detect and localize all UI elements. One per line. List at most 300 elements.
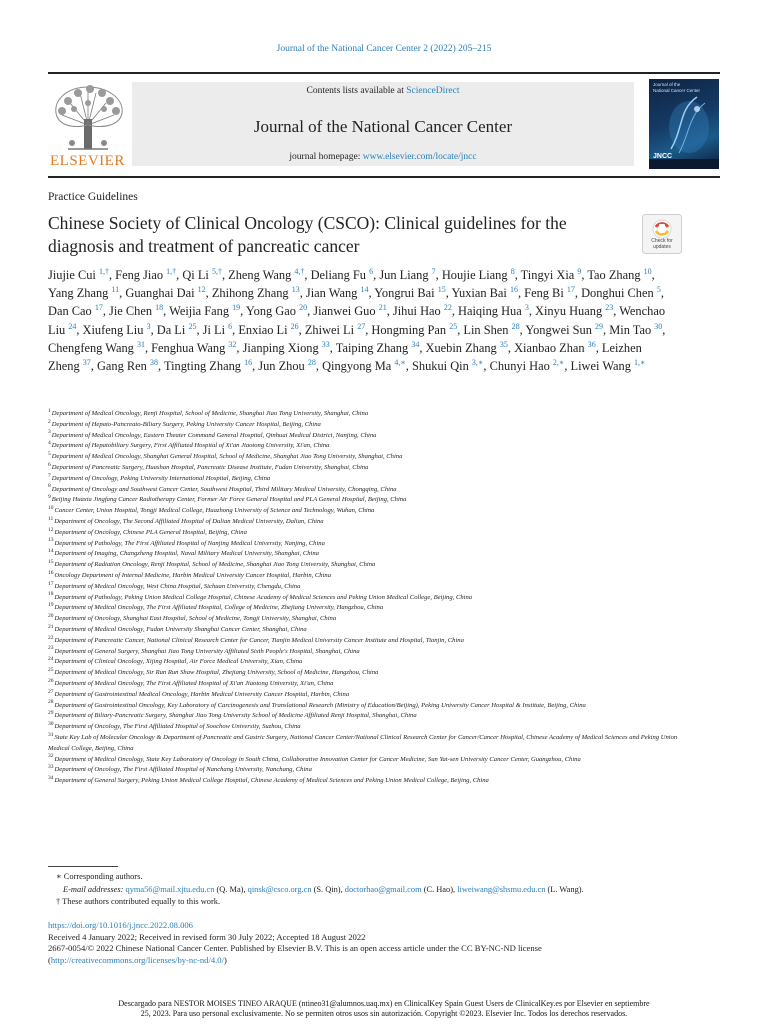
affiliation-text: Department of Gastrointestinal Medical Oncology, Harbin Medical University Cancer Hospital, Harbin, China bbox=[54, 690, 350, 698]
author-name[interactable]: Yong Gao bbox=[245, 304, 296, 319]
affiliation-number: 6 bbox=[48, 461, 51, 468]
affiliation-number: 18 bbox=[48, 591, 54, 598]
author-entry[interactable] bbox=[442, 268, 515, 282]
author-affiliation-marker[interactable]: 3 bbox=[524, 303, 529, 313]
author-name[interactable]: Tao Zhang bbox=[587, 268, 641, 282]
affiliation-text: Department of Medical Oncology, Sir Run Run Shaw Hospital, Zhejiang University, School of Medicine, Hangzhou, China bbox=[54, 669, 379, 677]
author-affiliation-marker[interactable]: 13 bbox=[291, 285, 300, 295]
author-entry[interactable] bbox=[164, 359, 252, 373]
affiliation-text: Department of General Surgery, Peking Union Medical College Hospital, Chinese Academy of Medical Sciences and Peking Union Medical College, Beijing, China bbox=[54, 777, 489, 785]
affiliation-text: Department of Medical Oncology, The First Affiliated Hospital of Xi'an Jiaotong University, Xi'an, China bbox=[54, 679, 334, 687]
badge-label bbox=[642, 239, 682, 250]
affiliation-item bbox=[48, 733, 688, 755]
license-link[interactable]: http://creativecommons.org/licenses/by-nc-nd/4.0/ bbox=[50, 954, 224, 965]
author-entry[interactable] bbox=[182, 268, 222, 282]
author-entry[interactable] bbox=[535, 304, 613, 318]
author-entry[interactable] bbox=[115, 268, 176, 282]
license-close: ) bbox=[223, 954, 227, 965]
affiliation-text: Department of Imaging, Changzheng Hospital, Naval Military Medical University, Shanghai, China bbox=[54, 550, 319, 558]
author-name[interactable]: Jian Wang bbox=[305, 286, 358, 301]
author-entry[interactable] bbox=[125, 286, 205, 300]
author-entry[interactable] bbox=[243, 341, 330, 355]
author-affiliation-marker[interactable]: 17 bbox=[94, 303, 103, 313]
author-entry[interactable] bbox=[521, 268, 582, 282]
email-link[interactable]: doctorhao@gmail.com bbox=[344, 884, 422, 894]
author-name[interactable]: Qingyong Ma bbox=[322, 359, 392, 374]
affiliation-text: Department of Radiation Oncology, Renji Hospital, School of Medicine, Shanghai Jiao Tong University, Shanghai, China bbox=[54, 561, 376, 569]
author-entry[interactable] bbox=[412, 359, 483, 373]
author-affiliation-marker[interactable]: 4,† bbox=[294, 266, 305, 276]
affiliation-text: Department of Hepato-Pancreato-Biliary Surgery, Peking University Cancer Hospital, Beijing, China bbox=[51, 420, 321, 428]
author-affiliation-marker[interactable]: 36 bbox=[587, 339, 596, 349]
journal-header bbox=[48, 79, 720, 171]
sciencedirect-link[interactable]: ScienceDirect bbox=[406, 86, 460, 96]
affiliation-text: Department of Oncology, Shanghai East Hospital, School of Medicine, Tongji University, Shanghai, China bbox=[54, 615, 337, 623]
affiliation-number: 2 bbox=[48, 418, 51, 425]
author-affiliation-marker[interactable]: 16 bbox=[509, 285, 518, 295]
author-name[interactable]: Xianbao Zhan bbox=[514, 340, 585, 355]
affiliation-text: Cancer Center, Union Hospital, Tongji Medical College, Huazhong University of Science and Technology, Wuhan, China bbox=[54, 507, 375, 515]
affiliation-item bbox=[48, 571, 688, 582]
license-line bbox=[48, 955, 718, 967]
affiliation-item bbox=[48, 409, 688, 420]
affiliation-item bbox=[48, 636, 688, 647]
affiliation-item bbox=[48, 549, 688, 560]
top-rule bbox=[48, 72, 720, 74]
affiliation-item bbox=[48, 755, 688, 766]
affiliation-number: 15 bbox=[48, 558, 54, 565]
author-name[interactable]: Jun Liang bbox=[379, 268, 429, 282]
affiliation-item bbox=[48, 701, 688, 712]
author-affiliation-marker[interactable]: 3,∗ bbox=[471, 357, 484, 367]
affiliation-number: 30 bbox=[48, 720, 54, 727]
equal-marker: † bbox=[56, 897, 61, 906]
badge-line1: Check for bbox=[651, 238, 673, 244]
contents-prefix: Contents lists available at bbox=[306, 86, 407, 96]
author-affiliation-marker[interactable]: 5,† bbox=[211, 266, 222, 276]
author-name[interactable]: Liwei Wang bbox=[570, 359, 631, 374]
affiliation-text: Department of Pathology, Peking Union Medical College Hospital, Chinese Academy of Medical Sciences and Peking Union Medical College, Beijing, China bbox=[54, 593, 473, 601]
affiliation-number: 16 bbox=[48, 569, 54, 576]
footnotes bbox=[56, 871, 716, 909]
copyright-line: 2667-0054/© 2022 Chinese National Cancer Center. Published by Elsevier B.V. This is an open access article under the CC BY-NC-ND license bbox=[48, 943, 542, 954]
author-entry[interactable] bbox=[524, 286, 575, 300]
author-name[interactable]: Jun Zhou bbox=[258, 359, 305, 374]
author-affiliation-marker[interactable]: 28 bbox=[307, 357, 316, 367]
author-entry[interactable] bbox=[490, 359, 565, 373]
author-affiliation-marker[interactable]: 29 bbox=[595, 321, 604, 331]
author-entry[interactable] bbox=[228, 268, 304, 282]
affiliation-text: Department of Oncology and Southwest Cancer Center, Southwest Hospital, Third Military Medical University, Chongqing, China bbox=[51, 485, 397, 493]
author-affiliation-marker[interactable]: 19 bbox=[232, 303, 241, 313]
affiliation-item bbox=[48, 668, 688, 679]
author-name[interactable]: Yuxian Bai bbox=[451, 286, 507, 301]
affiliation-number: 9 bbox=[48, 494, 51, 501]
author-affiliation-marker[interactable]: 14 bbox=[360, 285, 369, 295]
affiliation-text: Department of Medical Oncology, State Key Laboratory of Oncology in South China, Collaborative Innovation Center for Cancer Medicine, Sun Yat-sen University Cancer Center, Guangzhou, China bbox=[54, 755, 581, 763]
author-affiliation-marker[interactable]: 1,∗ bbox=[634, 357, 646, 367]
author-affiliation-marker[interactable]: 8 bbox=[510, 266, 515, 276]
affiliation-number: 26 bbox=[48, 677, 54, 684]
affiliation-item bbox=[48, 560, 688, 571]
affiliation-item bbox=[48, 539, 688, 550]
author-name[interactable]: Chunyi Hao bbox=[489, 359, 550, 374]
affiliation-text: Department of Medical Oncology, West China Hospital, Sichuan University, Chengdu, China bbox=[54, 582, 301, 590]
author-affiliation-marker[interactable]: 30 bbox=[654, 321, 663, 331]
author-name[interactable]: Taiping Zhang bbox=[335, 340, 409, 355]
author-entry[interactable] bbox=[458, 304, 529, 318]
author-entry[interactable] bbox=[426, 341, 508, 355]
affiliation-item bbox=[48, 647, 688, 658]
affiliation-text: Department of Oncology, The Second Affiliated Hospital of Dalian Medical University, Dalian, China bbox=[54, 517, 324, 525]
author-entry[interactable] bbox=[525, 323, 603, 337]
author-affiliation-marker[interactable]: 28 bbox=[511, 321, 520, 331]
email-owner: (S. Qin), bbox=[313, 884, 343, 894]
affiliation-text: Oncology Department of Internal Medicine, Harbin Medical University Cancer Hospital, Harbin, China bbox=[54, 571, 332, 579]
affiliation-number: 25 bbox=[48, 666, 54, 673]
affiliation-item bbox=[48, 463, 688, 474]
section-label: Practice Guidelines bbox=[48, 191, 138, 203]
author-affiliation-marker[interactable]: 12 bbox=[197, 285, 206, 295]
author-affiliation-marker[interactable]: 16 bbox=[244, 357, 253, 367]
email-owner: (Q. Ma), bbox=[216, 884, 246, 894]
author-name[interactable]: Yongwei Sun bbox=[525, 322, 592, 337]
author-entry[interactable] bbox=[336, 341, 420, 355]
email-owner: (L. Wang). bbox=[547, 884, 584, 894]
journal-title: Journal of the National Cancer Center bbox=[253, 117, 513, 136]
author-name[interactable]: Haiqing Hua bbox=[458, 304, 522, 319]
author-name[interactable]: Xuebin Zhang bbox=[425, 340, 497, 355]
journal-reference[interactable]: Journal of the National Cancer Center 2 (2022) 205–215 bbox=[276, 44, 492, 54]
journal-band bbox=[132, 82, 634, 166]
affiliation-text: Department of Oncology, The First Affiliated Hospital of Nanchang University, Nanchang, China bbox=[54, 766, 312, 774]
author-name[interactable]: Gang Ren bbox=[96, 359, 147, 374]
author-affiliation-marker[interactable]: 24 bbox=[68, 321, 77, 331]
author-name[interactable]: Fenghua Wang bbox=[151, 340, 226, 355]
license-open: ( bbox=[48, 954, 51, 965]
check-for-updates-badge[interactable] bbox=[642, 214, 682, 254]
affiliation-text: Department of Oncology, The First Affiliated Hospital of Soochow University, Suzhou, China bbox=[54, 723, 301, 731]
affiliation-number: 29 bbox=[48, 710, 54, 717]
affiliation-number: 31 bbox=[48, 731, 54, 738]
affiliation-item bbox=[48, 776, 688, 787]
corresponding-note bbox=[56, 871, 716, 884]
author-name[interactable]: Zheng Wang bbox=[228, 268, 292, 282]
author-affiliation-marker[interactable]: 9 bbox=[577, 266, 582, 276]
doi-link[interactable]: https://doi.org/10.1016/j.jncc.2022.08.006 bbox=[48, 920, 193, 930]
email-owner: (C. Hao), bbox=[423, 884, 456, 894]
author-entry[interactable] bbox=[581, 286, 661, 300]
corresponding-label: Corresponding authors. bbox=[63, 872, 143, 881]
author-affiliation-marker[interactable]: 26 bbox=[290, 321, 299, 331]
affiliation-text: Department of Medical Oncology, Fudan University Shanghai Cancer Center, Shanghai, China bbox=[54, 625, 307, 633]
affiliation-number: 7 bbox=[48, 472, 51, 479]
affiliation-number: 5 bbox=[48, 451, 51, 457]
author-entry[interactable] bbox=[48, 268, 109, 282]
author-name[interactable]: Tingyi Xia bbox=[520, 268, 575, 282]
author-affiliation-marker[interactable]: 22 bbox=[443, 303, 452, 313]
affiliation-text: Department of Medical Oncology, Shanghai General Hospital, School of Medicine, Shanghai Jiao Tong University, Shanghai, China bbox=[51, 453, 403, 461]
affiliation-item bbox=[48, 722, 688, 733]
affiliation-item bbox=[48, 614, 688, 625]
author-affiliation-marker[interactable]: 34 bbox=[411, 339, 420, 349]
author-affiliation-marker[interactable]: 31 bbox=[136, 339, 145, 349]
author-affiliation-marker[interactable]: 18 bbox=[155, 303, 164, 313]
author-name[interactable]: Wenchao Liu bbox=[48, 304, 666, 337]
affiliation-text: Department of Biliary-Pancreatic Surgery, Shanghai Jiao Tong University School of Medicine Affiliated Renji Hospital, Shanghai, China bbox=[54, 712, 417, 720]
author-entry[interactable] bbox=[169, 304, 240, 318]
affiliation-item bbox=[48, 765, 688, 776]
affiliation-item bbox=[48, 528, 688, 539]
author-entry[interactable] bbox=[83, 323, 151, 337]
author-entry[interactable] bbox=[393, 304, 452, 318]
affiliation-text: State Key Lab of Molecular Oncology & Department of Pancreatic and Gastric Surgery, National Cancer Center/National Clinical Research Center for Cancer/Cancer Hospital, Chinese Academy of Medical Sciences and Peking Union Medical College, Beijing, China bbox=[48, 733, 678, 752]
author-affiliation-marker[interactable]: 33 bbox=[321, 339, 330, 349]
affiliation-item bbox=[48, 485, 688, 496]
author-name[interactable]: Qi Li bbox=[182, 268, 209, 282]
author-entry[interactable] bbox=[203, 323, 232, 337]
author-affiliation-marker[interactable]: 15 bbox=[437, 285, 446, 295]
author-name[interactable]: Donghui Chen bbox=[581, 286, 654, 301]
author-name[interactable]: Jianping Xiong bbox=[242, 340, 319, 355]
affiliation-number: 34 bbox=[48, 774, 54, 781]
author-name[interactable]: Feng Jiao bbox=[115, 268, 164, 282]
affiliation-item bbox=[48, 657, 688, 668]
author-name[interactable]: Zhiwei Li bbox=[304, 322, 355, 337]
journal-cover[interactable] bbox=[649, 79, 719, 169]
author-affiliation-marker[interactable]: 6 bbox=[369, 266, 374, 276]
author-affiliation-marker[interactable]: 21 bbox=[378, 303, 387, 313]
cover-abbrev: JNCC bbox=[653, 153, 673, 160]
affiliation-item bbox=[48, 495, 688, 506]
author-affiliation-marker[interactable]: 17 bbox=[566, 285, 575, 295]
author-name[interactable]: Guanghai Dai bbox=[125, 286, 195, 301]
equal-contribution-note bbox=[56, 896, 716, 909]
cover-title-line2: National Cancer Center bbox=[653, 87, 701, 93]
affiliation-number: 21 bbox=[48, 623, 54, 630]
homepage-prefix: journal homepage: bbox=[289, 152, 363, 162]
author-affiliation-marker[interactable]: 20 bbox=[299, 303, 308, 313]
affiliation-text: Department of Clinical Oncology, Xijing Hospital, Air Force Medical University, Xian, China bbox=[54, 658, 303, 666]
author-entry[interactable] bbox=[109, 304, 163, 318]
article-title: Chinese Society of Clinical Oncology (CSCO): Clinical guidelines for the diagnosis and treatment of pancreatic cancer bbox=[48, 213, 567, 256]
affiliation-text: Department of Oncology, Chinese PLA General Hospital, Beijing, China bbox=[54, 528, 247, 536]
author-entry[interactable] bbox=[571, 359, 646, 373]
elsevier-logo bbox=[48, 79, 130, 171]
author-entry[interactable] bbox=[48, 341, 145, 355]
download-notice-line1: Descargado para NESTOR MOISES TINEO ARAQUE (ntineo31@alumnos.uaq.mx) en ClinicalKey Spain Guest Users de ClinicalKey.es por Elsevier en septiembre bbox=[118, 999, 650, 1008]
affiliation-item bbox=[48, 679, 688, 690]
author-name[interactable]: Shukui Qin bbox=[412, 359, 469, 374]
affiliation-number: 14 bbox=[48, 548, 54, 555]
contents-available bbox=[132, 86, 634, 96]
email-link[interactable]: liweiwang@shsmu.edu.cn bbox=[457, 884, 546, 894]
author-name[interactable]: Xinyu Huang bbox=[535, 304, 603, 319]
elsevier-wordmark: ELSEVIER bbox=[50, 153, 125, 169]
author-name[interactable]: Yongrui Bai bbox=[374, 286, 435, 301]
affiliation-item bbox=[48, 711, 688, 722]
affiliation-number: 33 bbox=[48, 764, 54, 771]
email-link[interactable]: qyma56@mail.xjtu.edu.cn bbox=[125, 884, 215, 894]
author-entry[interactable] bbox=[311, 268, 374, 282]
author-entry[interactable] bbox=[97, 359, 158, 373]
author-name[interactable]: Jianwei Guo bbox=[313, 304, 376, 319]
author-entry[interactable] bbox=[48, 304, 103, 318]
author-entry[interactable] bbox=[157, 323, 197, 337]
author-affiliation-marker[interactable]: 23 bbox=[605, 303, 614, 313]
author-affiliation-marker[interactable]: 3 bbox=[146, 321, 151, 331]
author-entry[interactable] bbox=[463, 323, 519, 337]
author-affiliation-marker[interactable]: 11 bbox=[111, 285, 120, 295]
author-entry[interactable] bbox=[212, 286, 300, 300]
author-name[interactable]: Deliang Fu bbox=[310, 268, 366, 282]
affiliation-item bbox=[48, 420, 688, 431]
author-affiliation-marker[interactable]: 25 bbox=[188, 321, 197, 331]
author-name[interactable]: Hongming Pan bbox=[371, 322, 447, 337]
author-affiliation-marker[interactable]: 35 bbox=[499, 339, 508, 349]
author-list: Jiujie Cui $^{1,\dagger}$, Feng Jiao $^{1,\dagger}$, Qi Li $^{5,\dagger}$, Zheng Wang $^{4,\dagger}$, Deliang Fu $^6$, Jun Liang $^7$, Houjie Liang $^8$, Tingyi Xia $^9$, Tao Zhang $^{10}$, Yang Zhang $^{11}$, Guanghai Dai $^{12}$, Zhihong Zhang $^{13}$, Jian Wang $^{14}$, Yongrui Bai $^{15}$, Yuxian Bai $^{16}$, Feng Bi $^{17}$, Donghui Chen $^5$, Dan Cao $^{17}$, Jie Chen $^{18}$, Weijia Fang $^{19}$, Yong Gao $^{20}$, Jianwei Guo $^{21}$, Jihui Hao $^{22}$, Haiqing Hua $^3$, Xinyu Huang $^{23}$, Wenchao Liu $^{24}$, Xiufeng Liu $^3$, Da Li $^{25}$, Ji Li $^6$, Enxiao Li $^{26}$, Zhiwei Li $^{27}$, Hongming Pan $^{25}$, Lin Shen $^{28}$, Yongwei Sun $^{29}$, Min Tao $^{30}$, Chengfeng Wang $^{31}$, Fenghua Wang $^{32}$, Jianping Xiong $^{33}$, Taiping Zhang $^{34}$, Xuebin Zhang $^{35}$, Xianbao Zhan $^{36}$, Leizhen Zheng $^{37}$, Gang Ren $^{38}$, Tingting Zhang $^{16}$, Jun Zhou $^{28}$, Qingyong Ma $^{4,∗}$, Shukui Qin $^{3,∗}$, Chunyi Hao $^{2,∗}$, Liwei Wang $^{1,∗}$ bbox=[48, 266, 666, 374]
author-name[interactable]: Lin Shen bbox=[463, 322, 509, 337]
author-entry[interactable] bbox=[379, 268, 435, 282]
equal-label: These authors contributed equally to this work. bbox=[62, 897, 221, 906]
affiliation-number: 3 bbox=[48, 429, 51, 436]
author-entry[interactable] bbox=[313, 304, 386, 318]
cover-title-line1: Journal of the bbox=[653, 82, 681, 87]
affiliation-item bbox=[48, 474, 688, 485]
affiliation-item bbox=[48, 593, 688, 604]
email-label: E-mail addresses: bbox=[63, 884, 124, 894]
affiliation-number: 12 bbox=[48, 526, 54, 533]
author-affiliation-marker[interactable]: 38 bbox=[149, 357, 158, 367]
affiliation-number: 23 bbox=[48, 645, 54, 652]
author-entry[interactable] bbox=[246, 304, 307, 318]
affiliation-text: Department of Pancreatic Cancer, National Clinical Research Center for Cancer, Tianjin Medical University Cancer Institute and Hospital, Tianjin, China bbox=[54, 636, 464, 644]
author-name[interactable]: Jiujie Cui bbox=[48, 268, 96, 282]
received-dates: Received 4 January 2022; Received in revised form 30 July 2022; Accepted 18 August 2022 bbox=[48, 931, 366, 942]
affiliation-number: 27 bbox=[48, 688, 54, 695]
affiliation-text: Department of Gastrointestinal Oncology, Key Laboratory of Carcinogenesis and Translational Research (Ministry of Education/Beijing), Peking University Cancer Hospital & Institute, Beijing, China bbox=[54, 701, 586, 709]
affiliation-text: Department of Pancreatic Surgery, Huashan Hospital, Pancreatic Disease Institute, Fudan University, Shanghai, China bbox=[51, 463, 369, 471]
author-name[interactable]: Ji Li bbox=[202, 322, 226, 337]
affiliation-text: Department of Oncology, Peking University International Hospital, Beijing, China bbox=[51, 474, 271, 482]
author-name[interactable]: Da Li bbox=[156, 322, 186, 337]
affiliation-number: 24 bbox=[48, 656, 54, 663]
download-notice-line2: 25, 2023. Para uso personal exclusivamente. No se permiten otros usos sin autorización. Copyright ©2023. Elsevier Inc. Todos los derechos reservados. bbox=[140, 1008, 628, 1018]
author-entry[interactable] bbox=[322, 359, 406, 373]
publication-info bbox=[48, 920, 718, 966]
homepage-link[interactable]: www.elsevier.com/locate/jncc bbox=[362, 152, 477, 162]
author-name[interactable]: Yang Zhang bbox=[48, 286, 109, 301]
affiliation-text: Beijing Huaxia Jingfang Cancer Radiotherapy Center, Former Air Force General Hospital and PLA General Hospital, Beijing, China bbox=[51, 496, 407, 504]
journal-homepage bbox=[132, 152, 634, 162]
affiliation-text: Department of General Surgery, Shanghai Jiao Tong University Affiliated Sixth People's Hospital, Shanghai, China bbox=[54, 647, 360, 655]
affiliation-number: 13 bbox=[48, 537, 54, 544]
author-entry[interactable] bbox=[374, 286, 445, 300]
affiliation-item bbox=[48, 441, 688, 452]
footnote-rule bbox=[48, 866, 118, 867]
badge-line2: updates bbox=[653, 243, 671, 250]
author-entry[interactable] bbox=[306, 286, 369, 300]
author-entry[interactable] bbox=[451, 286, 518, 300]
author-entry[interactable] bbox=[609, 323, 662, 337]
affiliation-number: 1 bbox=[48, 407, 51, 414]
affiliation-text: Department of Medical Oncology, Renji Hospital, School of Medicine, Shanghai Jiao Tong University, Shanghai, China bbox=[51, 410, 369, 417]
author-name[interactable]: Tingting Zhang bbox=[163, 359, 241, 374]
author-name[interactable]: Weijia Fang bbox=[169, 304, 230, 319]
author-affiliation-marker[interactable]: 7 bbox=[431, 266, 436, 276]
affiliation-text: Department of Hepatobiliary Surgery, First Affiliated Hospital of Xi'an Jiaotong University, Xi'an, China bbox=[51, 442, 330, 450]
author-entry[interactable] bbox=[258, 359, 316, 373]
elsevier-tree-icon bbox=[48, 79, 130, 153]
affiliation-item bbox=[48, 625, 688, 636]
affiliation-text: Department of Medical Oncology, The First Affiliated Hospital, College of Medicine, Zhejiang University, Hangzhou, China bbox=[54, 604, 384, 612]
email-line bbox=[56, 884, 716, 897]
affiliation-item bbox=[48, 582, 688, 593]
affiliation-item bbox=[48, 506, 688, 517]
affiliation-item bbox=[48, 452, 688, 463]
affiliation-number: 11 bbox=[48, 515, 54, 522]
author-affiliation-marker[interactable]: 27 bbox=[357, 321, 366, 331]
author-name[interactable]: Dan Cao bbox=[48, 304, 92, 319]
author-affiliation-marker[interactable]: 4,∗ bbox=[394, 357, 406, 367]
affiliation-number: 28 bbox=[48, 699, 54, 706]
author-name[interactable]: Enxiao Li bbox=[238, 322, 288, 337]
author-entry[interactable] bbox=[238, 323, 298, 337]
author-name[interactable]: Jihui Hao bbox=[392, 304, 441, 319]
author-name[interactable]: Feng Bi bbox=[524, 286, 564, 301]
header-bottom-rule bbox=[48, 176, 720, 178]
email-link[interactable]: qinsk@csco.org.cn bbox=[247, 884, 312, 894]
affiliation-number: 32 bbox=[48, 753, 54, 760]
author-name[interactable]: Houjie Liang bbox=[441, 268, 508, 282]
author-name[interactable]: Jie Chen bbox=[109, 304, 153, 319]
affiliation-item bbox=[48, 431, 688, 442]
author-entry[interactable] bbox=[305, 323, 365, 337]
author-affiliation-marker[interactable]: 6 bbox=[228, 321, 233, 331]
author-entry[interactable] bbox=[151, 341, 236, 355]
author-name[interactable]: Leizhen Zheng bbox=[48, 340, 642, 374]
author-entry[interactable] bbox=[587, 268, 651, 282]
affiliation-list bbox=[48, 409, 688, 787]
author-name[interactable]: Chengfeng Wang bbox=[48, 340, 134, 355]
affiliation-number: 10 bbox=[48, 504, 54, 511]
author-affiliation-marker[interactable]: 37 bbox=[82, 357, 91, 367]
affiliation-text: Department of Medical Oncology, Eastern Theater Command General Hospital, Qinhuai Medical District, Nanjing, China bbox=[51, 431, 377, 439]
author-entry[interactable] bbox=[48, 286, 119, 300]
affiliation-item bbox=[48, 603, 688, 614]
affiliation-text: Department of Pathology, The First Affiliated Hospital of Nanjing Medical University, Nanjing, China bbox=[54, 539, 325, 547]
author-affiliation-marker[interactable]: 25 bbox=[449, 321, 458, 331]
author-affiliation-marker[interactable]: 1,† bbox=[98, 266, 109, 276]
author-entry[interactable] bbox=[514, 341, 596, 355]
author-name[interactable]: Min Tao bbox=[609, 322, 652, 337]
author-affiliation-marker[interactable]: 5 bbox=[656, 285, 661, 295]
affiliation-number: 17 bbox=[48, 580, 54, 587]
author-entry[interactable] bbox=[371, 323, 457, 337]
author-affiliation-marker[interactable]: 2,∗ bbox=[552, 357, 565, 367]
author-name[interactable]: Xiufeng Liu bbox=[82, 322, 144, 337]
author-affiliation-marker[interactable]: 32 bbox=[228, 339, 237, 349]
affiliation-number: 20 bbox=[48, 612, 54, 619]
corresponding-marker: ∗ bbox=[56, 872, 62, 881]
author-name[interactable]: Zhihong Zhang bbox=[211, 286, 289, 301]
download-notice bbox=[0, 999, 768, 1018]
affiliation-item bbox=[48, 517, 688, 528]
author-affiliation-marker[interactable]: 10 bbox=[643, 266, 652, 276]
author-affiliation-marker[interactable]: 1,† bbox=[166, 266, 177, 276]
affiliation-number: 8 bbox=[48, 483, 51, 490]
affiliation-number: 4 bbox=[48, 440, 51, 447]
